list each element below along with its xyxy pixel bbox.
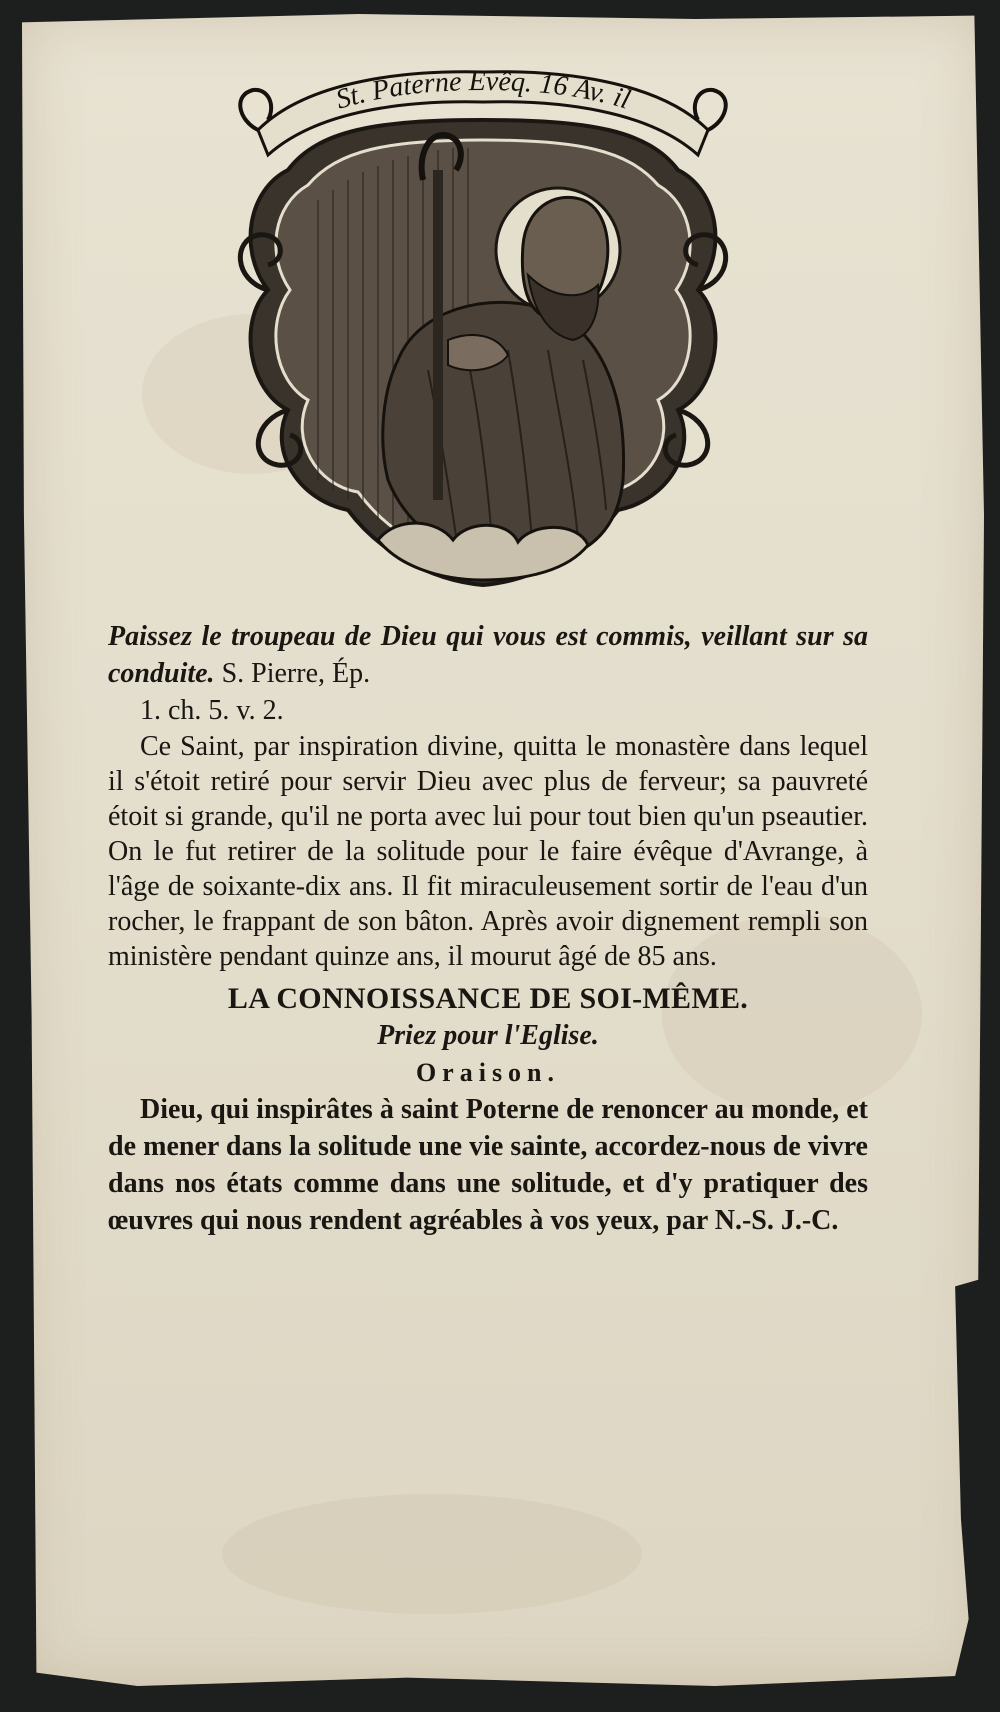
oraison-text: Dieu, qui inspirâtes à saint Poterne de renoncer au monde, et de mener dans la solitude une vie sainte, accordez-nous de vivre dans nos états comme dans une solitude, et d'y pratiquer des œuvres qui nous rendent agréables à vos yeux, par N.-S. J.-C.	[108, 1094, 868, 1236]
epigraph	[108, 618, 868, 729]
section-subheading: Priez pour l'Eglise.	[377, 1020, 599, 1051]
banner-caption: St. Paterne Evêq. 16 Av. il	[332, 65, 634, 116]
epigraph-reference: S. Pierre, Ép.	[221, 658, 371, 689]
crozier-staff	[433, 170, 443, 500]
epigraph-italic: Paissez le troupeau de Dieu qui vous est commis, veillant sur sa conduite.	[108, 621, 868, 689]
text-block	[108, 618, 868, 1239]
oraison-title: Oraison.	[415, 1058, 561, 1087]
section-heading: LA CONNOISSANCE DE SOI-MÊME.	[227, 982, 749, 1015]
epigraph-citation: 1. ch. 5. v. 2.	[140, 695, 284, 726]
paper-stain	[222, 1494, 642, 1614]
saint-biography: Ce Saint, par inspiration divine, quitta le monastère dans lequel il s'étoit retiré pour servir Dieu avec plus de ferveur; sa pauvreté étoit si grande, qu'il ne porta avec lui pour tout bien qu'un pseautier. On le fut retirer de la solitude pour le faire évêque d'Avrange, à l'âge de soixante-dix ans. Il fit miraculeusement sortir de l'eau d'un rocher, le frappant de son bâton. Après avoir dignement rempli son ministère pendant quinze ans, il mourut âgé de 85 ans.	[108, 731, 868, 972]
saint-paterne-woodcut	[228, 60, 738, 605]
